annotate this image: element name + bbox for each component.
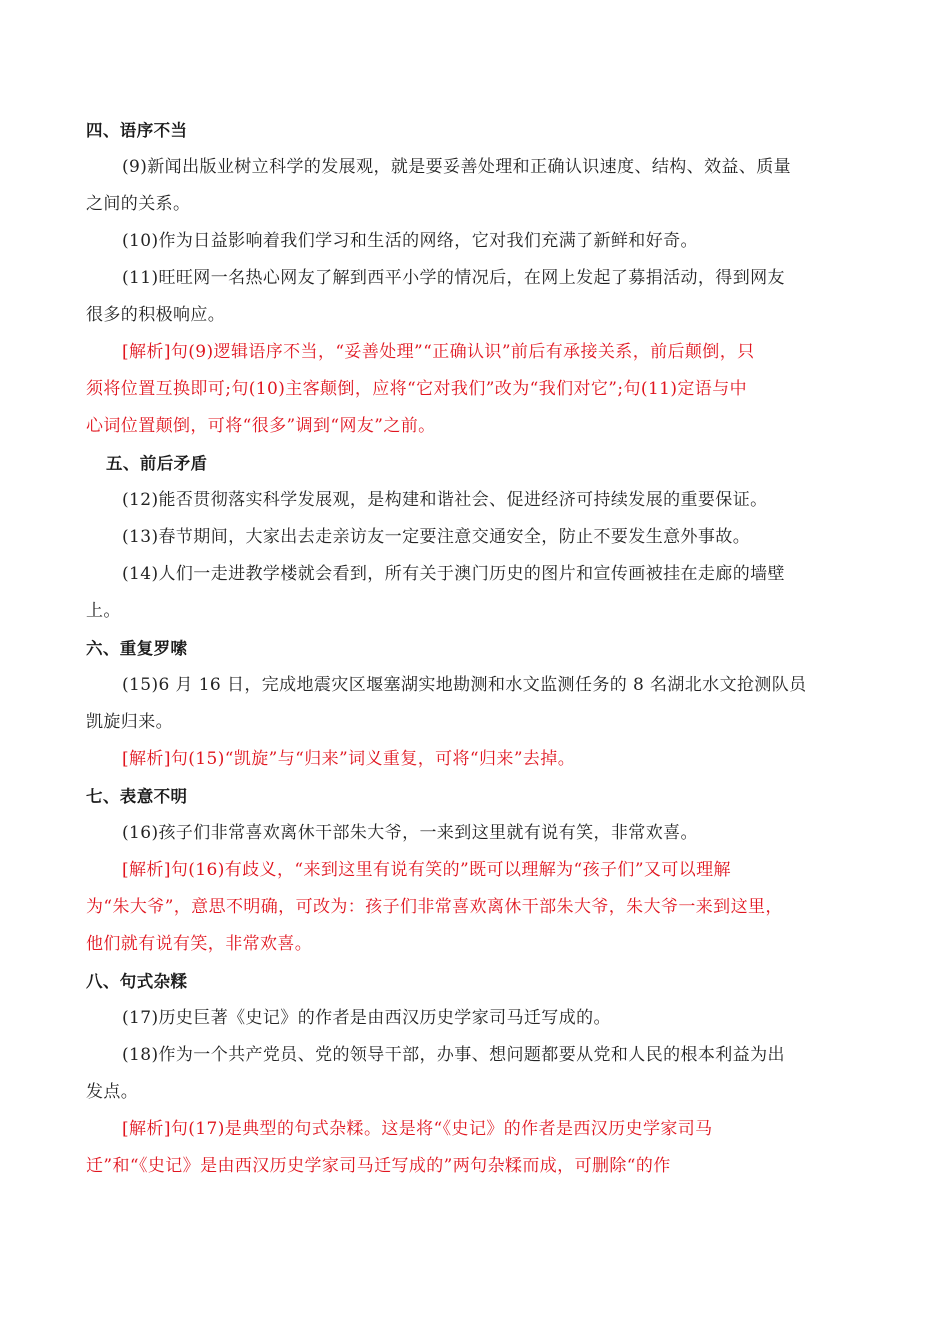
sentence-line: (18)作为一个共产党员、党的领导干部，办事、想问题都要从党和人民的根本利益为出: [122, 1045, 785, 1065]
sentence-line: (13)春节期间，大家出去走亲访友一定要注意交通安全，防止不要发生意外事故。: [122, 527, 751, 547]
sentence-line: (16)孩子们非常喜欢离休干部朱大爷，一来到这里就有说有笑，非常欢喜。: [122, 823, 698, 843]
sentence-line: 凯旋归来。: [86, 712, 173, 732]
analysis-line: [解析]句(15)“凯旋”与“归来”词义重复，可将“归来”去掉。: [122, 749, 576, 769]
section-heading: 五、前后矛盾: [106, 454, 208, 473]
document-page: [86, 112, 864, 1185]
section-heading: 八、句式杂糅: [86, 972, 188, 991]
analysis-line: 心词位置颠倒，可将“很多”调到“网友”之前。: [86, 416, 436, 436]
analysis-line: 他们就有说有笑，非常欢喜。: [86, 934, 313, 954]
sentence-line: (14)人们一走进教学楼就会看到，所有关于澳门历史的图片和宣传画被挂在走廊的墙壁: [122, 564, 785, 584]
analysis-line: [解析]句(16)有歧义，“来到这里有说有笑的”既可以理解为“孩子们”又可以理解: [122, 860, 731, 880]
section-heading: 四、语序不当: [86, 121, 188, 140]
section-heading: 六、重复罗嗦: [86, 639, 188, 658]
sentence-line: 上。: [86, 601, 121, 621]
analysis-line: 须将位置互换即可;句(10)主客颠倒，应将“它对我们”改为“我们对它”;句(11)定语与中: [86, 379, 748, 399]
sentence-line: 发点。: [86, 1082, 139, 1102]
analysis-line: [解析]句(9)逻辑语序不当，“妥善处理”“正确认识”前后有承接关系，前后颠倒，只: [122, 342, 755, 362]
sentence-line: (9)新闻出版业树立科学的发展观，就是要妥善处理和正确认识速度、结构、效益、质量: [122, 157, 792, 177]
analysis-line: [解析]句(17)是典型的句式杂糅。这是将“《史记》的作者是西汉历史学家司马: [122, 1119, 713, 1139]
sentence-line: (15)6 月 16 日，完成地震灾区堰塞湖实地勘测和水文监测任务的 8 名湖北水文抢测队员: [122, 675, 807, 695]
sentence-line: (10)作为日益影响着我们学习和生活的网络，它对我们充满了新鲜和好奇。: [122, 231, 698, 251]
sentence-line: 很多的积极响应。: [86, 305, 226, 325]
sentence-line: 之间的关系。: [86, 194, 191, 214]
sentence-line: (12)能否贯彻落实科学发展观，是构建和谐社会、促进经济可持续发展的重要保证。: [122, 490, 768, 510]
analysis-line: 为“朱大爷”，意思不明确，可改为：孩子们非常喜欢离休干部朱大爷，朱大爷一来到这里，: [86, 897, 783, 917]
section-heading: 七、表意不明: [86, 787, 188, 806]
sentence-line: (17)历史巨著《史记》的作者是由西汉历史学家司马迁写成的。: [122, 1008, 611, 1028]
analysis-line: 迁”和“《史记》是由西汉历史学家司马迁写成的”两句杂糅而成，可删除“的作: [86, 1156, 671, 1176]
sentence-line: (11)旺旺网一名热心网友了解到西平小学的情况后，在网上发起了募捐活动，得到网友: [122, 268, 785, 288]
